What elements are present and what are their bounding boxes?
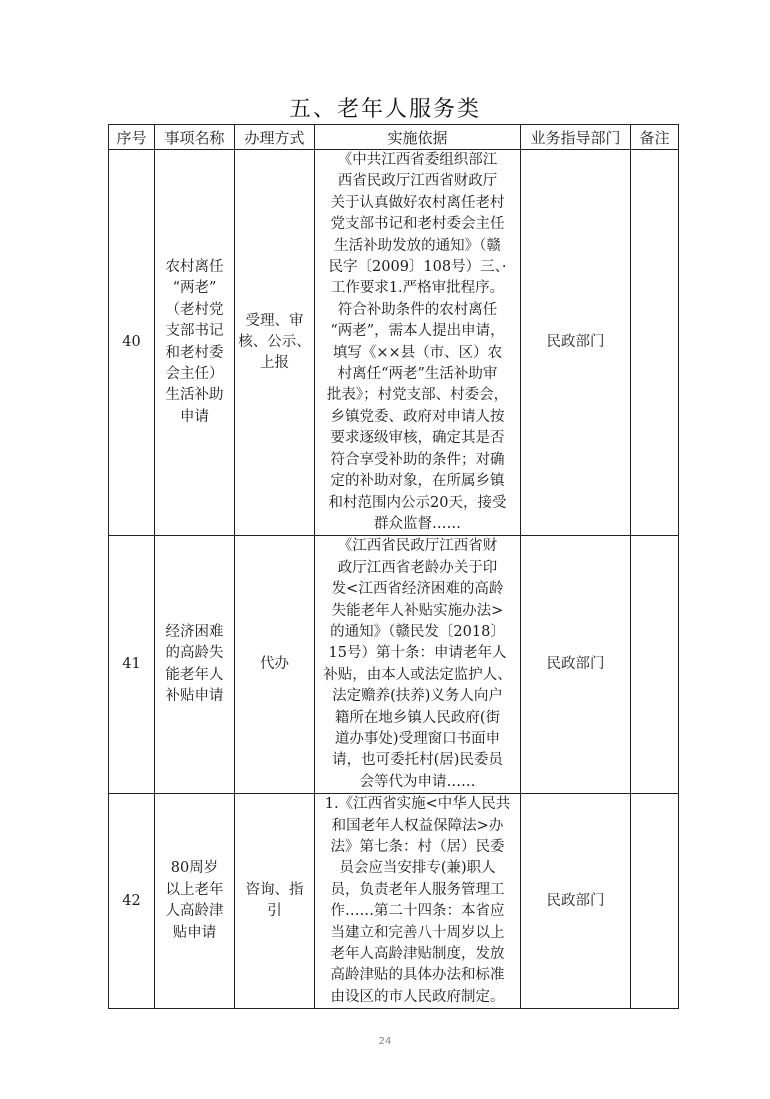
basis-line: 作……第二十四条：本省应	[330, 903, 505, 920]
header-dept: 业务指导部门	[521, 125, 631, 150]
basis-line: 生活补助发放的通知》（赣	[334, 237, 501, 254]
cell-note	[631, 150, 679, 536]
item-name-line: 的高龄失	[165, 645, 224, 662]
item-name-line: 人高龄津	[165, 903, 224, 920]
basis-line: 会等代为申请……	[359, 773, 476, 790]
cell-basis	[315, 150, 521, 536]
cell-note	[631, 536, 679, 794]
basis-line: 法》第七条：村（居）民委	[330, 839, 505, 855]
item-name-line: 申请	[180, 408, 209, 425]
basis-line: 群众监督……	[374, 515, 461, 532]
basis-line: 1.《江西省实施<中华人民共	[324, 796, 511, 813]
cell-no: 40	[109, 150, 155, 536]
item-name-line: 经济困难	[165, 623, 224, 640]
item-name-line: 支部书记	[165, 323, 224, 340]
basis-line: 老年人高龄津贴制度，发放	[330, 946, 505, 963]
cell-dept: 民政部门	[521, 536, 631, 794]
basis-line: 法定赡养(扶养)义务人向户	[332, 688, 503, 705]
basis-line: 民字〔2009〕108号）三、·	[328, 259, 507, 276]
basis-line: “两老”，需本人提出申请，	[330, 323, 505, 340]
basis-line: 西省民政厅江西省财政厅	[337, 173, 498, 190]
header-note: 备注	[631, 125, 679, 150]
basis-line: 填写《××县（市、区）农	[332, 344, 503, 361]
basis-line: 请，也可委托村(居)民委员	[332, 752, 503, 769]
basis-line: 村离任“两老”生活补助审	[337, 366, 498, 383]
header-basis: 实施依据	[315, 125, 521, 150]
basis-line: 失能老年人补贴实施办法>	[331, 602, 504, 619]
page-title: 五、老年人服务类	[288, 97, 481, 122]
cell-method	[235, 794, 315, 1009]
header-name: 事项名称	[155, 125, 235, 150]
cell-basis	[315, 536, 521, 794]
basis-line: 符合享受补助的条件；对确	[330, 451, 505, 468]
item-name-line: 以上老年	[165, 881, 224, 898]
item-name-line: 80周岁	[170, 860, 219, 877]
cell-item-name	[155, 794, 235, 1009]
basis-line: 15号）第十条：申请老年人	[328, 645, 507, 662]
page-number: 24	[378, 1036, 392, 1047]
basis-line: 的通知》（赣民发〔2018〕	[330, 623, 505, 640]
table-header-row	[109, 125, 679, 150]
method-line: 受理、审	[245, 312, 304, 329]
item-name-line: （老村党	[165, 301, 224, 318]
table-row	[109, 536, 679, 794]
method-line: 咨询、指	[245, 881, 304, 898]
cell-no: 42	[109, 794, 155, 1009]
service-table	[108, 124, 679, 1009]
header-method: 办理方式	[235, 125, 315, 150]
basis-line: 政厅江西省老龄办关于印	[337, 559, 498, 576]
cell-item-name	[155, 150, 235, 536]
basis-line: 定的补助对象，在所属乡镇	[330, 473, 505, 490]
method-line: 代办	[260, 656, 289, 673]
cell-method	[235, 536, 315, 794]
basis-line: 高龄津贴的具体办法和标准	[330, 967, 505, 984]
cell-note	[631, 794, 679, 1009]
basis-line: 由设区的市人民政府制定。	[330, 988, 505, 1005]
basis-line: 要求逐级审核，确定其是否	[330, 430, 505, 447]
table-row	[109, 794, 679, 1009]
method-line: 核、公示、	[238, 333, 311, 350]
cell-item-name	[155, 536, 235, 794]
item-name-line: 农村离任	[165, 259, 224, 276]
item-name-line: 贴申请	[172, 924, 217, 941]
basis-line: 和村范围内公示20天，接受	[328, 494, 507, 511]
item-name-line: 会主任）	[165, 366, 224, 383]
basis-line: 批表》；村党支部、村委会，	[326, 387, 509, 404]
item-name-line: 能老年人	[165, 666, 224, 683]
basis-line: 籍所在地乡镇人民政府(街	[334, 709, 501, 726]
item-name-line: 和老村委	[165, 344, 224, 361]
basis-line: 员，负责老年人服务管理工	[330, 881, 505, 898]
basis-line: 员会应当安排专(兼)职人	[339, 860, 496, 877]
basis-line: 补贴，由本人或法定监护人、	[323, 666, 512, 683]
basis-line: 党支部书记和老村委会主任	[330, 216, 505, 233]
basis-line: 乡镇党委、政府对申请人按	[330, 408, 505, 425]
basis-line: 《江西省民政厅江西省财	[337, 538, 498, 555]
cell-no: 41	[109, 536, 155, 794]
basis-line: 当建立和完善八十周岁以上	[330, 924, 505, 941]
basis-line: 关于认真做好农村离任老村	[330, 194, 505, 211]
table-row	[109, 150, 679, 536]
item-name-line: 生活补助	[165, 387, 224, 404]
header-no: 序号	[109, 125, 155, 150]
item-name-line: 补贴申请	[165, 688, 224, 705]
basis-line: 发<江西省经济困难的高龄	[331, 581, 504, 598]
cell-method	[235, 150, 315, 536]
basis-line: 工作要求1.严格审批程序。	[330, 280, 505, 297]
method-line: 引	[267, 903, 282, 920]
method-line: 上报	[260, 355, 289, 372]
basis-line: 符合补助条件的农村离任	[337, 301, 498, 318]
cell-dept: 民政部门	[521, 794, 631, 1009]
basis-line: 和国老年人权益保障法>办	[331, 817, 504, 834]
basis-line: 《中共江西省委组织部江	[337, 152, 498, 168]
item-name-line: “两老”	[172, 280, 217, 297]
cell-dept: 民政部门	[521, 150, 631, 536]
cell-basis	[315, 794, 521, 1009]
basis-line: 道办事处)受理窗口书面申	[334, 730, 501, 747]
